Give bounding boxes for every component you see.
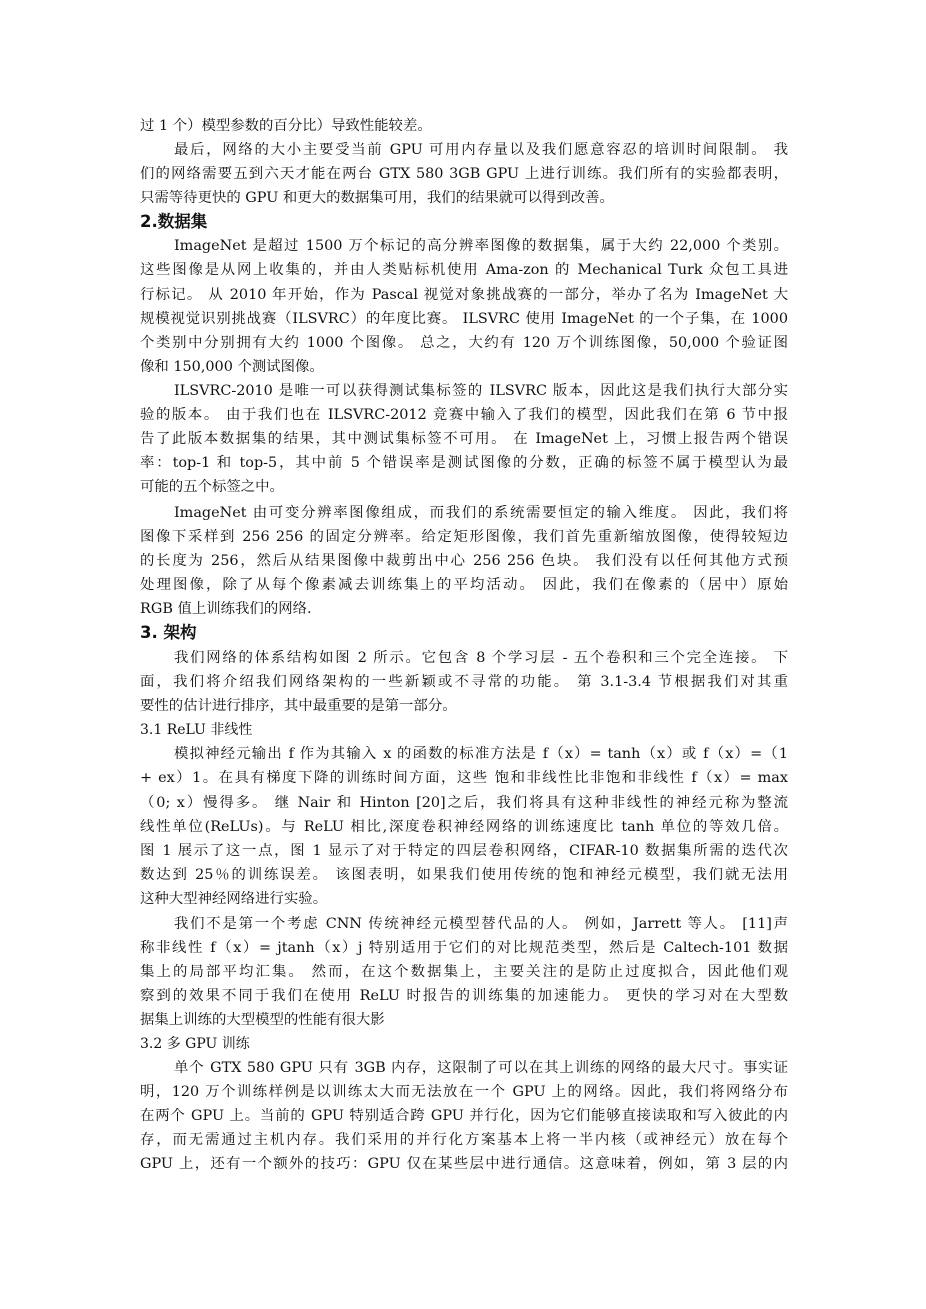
text-line: 称非线性 f（x）= jtanh（x）j 特别适用于它们的对比规范类型，然后是 Caltech-101 数据 xyxy=(140,940,788,956)
text-line: 告了此版本数据集的结果，其中测试集标签不可用。 在 ImageNet 上，习惯上报告两个错误 xyxy=(140,431,788,447)
text-line: 这种大型神经网络进行实验。 xyxy=(140,891,328,907)
text-line: 集上的局部平均汇集。 然而，在这个数据集上，主要关注的是防止过度拟合，因此他们观 xyxy=(140,964,788,980)
text-line: 数达到 25％的训练误差。 该图表明，如果我们使用传统的饱和神经元模型，我们就无法用 xyxy=(140,867,788,883)
text-line: ILSVRC-2010 是唯一可以获得测试集标签的 ILSVRC 版本，因此这是我们执行大部分实 xyxy=(174,383,788,399)
text-line: 这些图像是从网上收集的，并由人类贴标机使用 Ama-zon 的 Mechanical Turk 众包工具进 xyxy=(140,262,788,278)
text-line: 据集上训练的大型模型的性能有很大影 xyxy=(140,1012,385,1028)
text-line: 要性的估计进行排序，其中最重要的是第一部分。 xyxy=(140,698,457,714)
text-line: ImageNet 是超过 1500 万个标记的高分辨率图像的数据集，属于大约 22,000 个类别。 xyxy=(174,238,788,254)
text-line: 单个 GTX 580 GPU 只有 3GB 内存，这限制了可以在其上训练的网络的最大尺寸。事实证 xyxy=(174,1060,788,1076)
text-line: 个类别中分别拥有大约 1000 个图像。 总之，大约有 120 万个训练图像，50,000 个验证图 xyxy=(140,335,788,351)
text-line: 模拟神经元输出 f 作为其输入 x 的函数的标准方法是 f（x）= tanh（x）或 f（x）=（1 xyxy=(174,746,788,762)
text-line: 在两个 GPU 上。当前的 GPU 特别适合跨 GPU 并行化，因为它们能够直接读取和写入彼此的内 xyxy=(140,1108,788,1124)
text-line: 我们不是第一个考虑 CNN 传统神经元模型替代品的人。 例如，Jarrett 等人。 [11]声 xyxy=(174,916,788,932)
text-line: 明，120 万个训练样例是以训练太大而无法放在一个 GPU 上的网络。因此，我们将网络分布 xyxy=(140,1084,788,1100)
text-line: 验的版本。 由于我们也在 ILSVRC-2012 竞赛中输入了我们的模型，因此我们在第 6 节中报 xyxy=(140,407,788,423)
text-line: 率：top-1 和 top-5，其中前 5 个错误率是测试图像的分数，正确的标签不属于模型认为最 xyxy=(140,455,788,471)
text-line: 察到的效果不同于我们在使用 ReLU 时报告的训练集的加速能力。 更快的学习对在大型数 xyxy=(140,988,788,1004)
text-line: 的长度为 256，然后从结果图像中裁剪出中心 256 256 色块。 我们没有以任何其他方式预 xyxy=(140,553,788,569)
text-line: 面，我们将介绍我们网络架构的一些新颖或不寻常的功能。 第 3.1-3.4 节根据我们对其重 xyxy=(140,674,788,690)
text-line: 图像下采样到 256 256 的固定分辨率。给定矩形图像，我们首先重新缩放图像，使得较短边 xyxy=(140,529,788,545)
text-line: 线性单位(ReLUs)。与 ReLU 相比,深度卷积神经网络的训练速度比 tanh 单位的等效几倍。 xyxy=(140,819,788,835)
section-heading: 3. 架构 xyxy=(140,623,197,642)
text-line: 们的网络需要五到六天才能在两台 GTX 580 3GB GPU 上进行训练。我们所有的实验都表明， xyxy=(140,166,788,182)
text-line: 我们网络的体系结构如图 2 所示。它包含 8 个学习层 - 五个卷积和三个完全连接。 下 xyxy=(174,650,788,666)
text-line: 规模视觉识别挑战赛（ILSVRC）的年度比赛。 ILSVRC 使用 ImageNet 的一个子集，在 1000 xyxy=(140,311,788,327)
text-line: 处理图像，除了从每个像素减去训练集上的平均活动。 因此，我们在像素的（居中）原始 xyxy=(140,577,788,593)
text-line: 可能的五个标签之中。 xyxy=(140,479,284,495)
text-line: （0; x）慢得多。 继 Nair 和 Hinton [20]之后，我们将具有这种非线性的神经元称为整流 xyxy=(140,795,788,811)
text-line: 像和 150,000 个测试图像。 xyxy=(140,359,324,375)
subsection-heading: 3.2 多 GPU 训练 xyxy=(140,1036,250,1052)
text-line: 行标记。 从 2010 年开始，作为 Pascal 视觉对象挑战赛的一部分，举办了名为 ImageNet 大 xyxy=(140,287,788,303)
text-line: + ex）1。在具有梯度下降的训练时间方面，这些 饱和非线性比非饱和非线性 f（x）= max xyxy=(140,770,788,786)
text-line: 只需等待更快的 GPU 和更大的数据集可用，我们的结果就可以得到改善。 xyxy=(140,190,614,206)
text-line: 图 1 展示了这一点，图 1 显示了对于特定的四层卷积网络，CIFAR-10 数据集所需的迭代次 xyxy=(140,843,788,859)
text-line: ImageNet 由可变分辨率图像组成，而我们的系统需要恒定的输入维度。 因此，我们将 xyxy=(174,505,788,521)
subsection-heading: 3.1 ReLU 非线性 xyxy=(140,722,253,738)
text-line: 存，而无需通过主机内存。我们采用的并行化方案基本上将一半内核（或神经元）放在每个 xyxy=(140,1132,788,1148)
section-heading: 2.数据集 xyxy=(140,212,208,231)
text-line: GPU 上，还有一个额外的技巧：GPU 仅在某些层中进行通信。这意味着，例如，第 3 层的内 xyxy=(140,1156,788,1172)
text-line: RGB 值上训练我们的网络. xyxy=(140,601,312,617)
text-line: 过 1 个）模型参数的百分比）导致性能较差。 xyxy=(140,118,432,134)
text-line: 最后，网络的大小主要受当前 GPU 可用内存量以及我们愿意容忍的培训时间限制。 我 xyxy=(174,142,788,158)
